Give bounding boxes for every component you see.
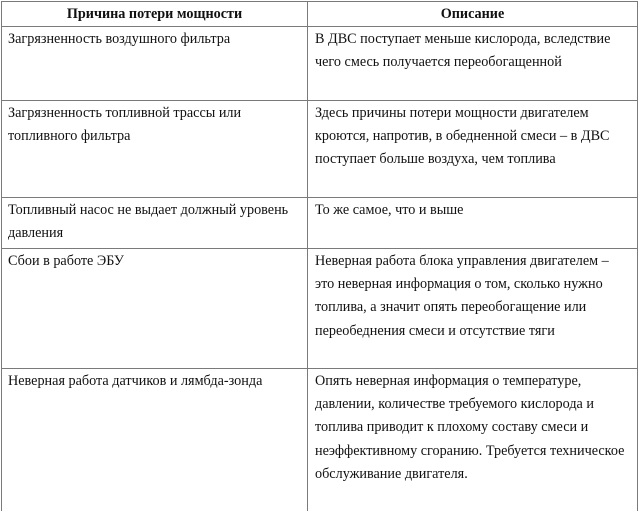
cause-cell: Неверная работа датчиков и лямбда-зонда	[2, 369, 308, 512]
cause-cell: Топливный насос не выдает должный уровень давления	[2, 198, 308, 249]
table-header-row	[2, 2, 638, 27]
description-cell: В ДВС поступает меньше кислорода, вследствие чего смесь получается переобогащенной	[308, 27, 638, 101]
description-cell: Здесь причины потери мощности двигателем кроются, напротив, в обедненной смеси – в ДВС поступает больше воздуха, чем топлива	[308, 101, 638, 198]
power-loss-table	[1, 1, 638, 511]
cause-cell: Сбои в работе ЭБУ	[2, 249, 308, 369]
table-row	[2, 369, 638, 512]
table-row	[2, 101, 638, 198]
table-row	[2, 249, 638, 369]
description-cell: Неверная работа блока управления двигателем – это неверная информация о том, сколько нужно топлива, а значит опять переобогащение или переобеднения смеси и отсутствие тяги	[308, 249, 638, 369]
header-cause: Причина потери мощности	[2, 2, 308, 27]
cause-cell: Загрязненность топливной трассы или топливного фильтра	[2, 101, 308, 198]
table-row	[2, 27, 638, 101]
description-cell: Опять неверная информация о температуре, давлении, количестве требуемого кислорода и топлива приводит к плохому составу смеси и неэффективному сгоранию. Требуется техническое обслуживание двигателя.	[308, 369, 638, 512]
table-row	[2, 198, 638, 249]
description-cell: То же самое, что и выше	[308, 198, 638, 249]
cause-cell: Загрязненность воздушного фильтра	[2, 27, 308, 101]
header-description: Описание	[308, 2, 638, 27]
